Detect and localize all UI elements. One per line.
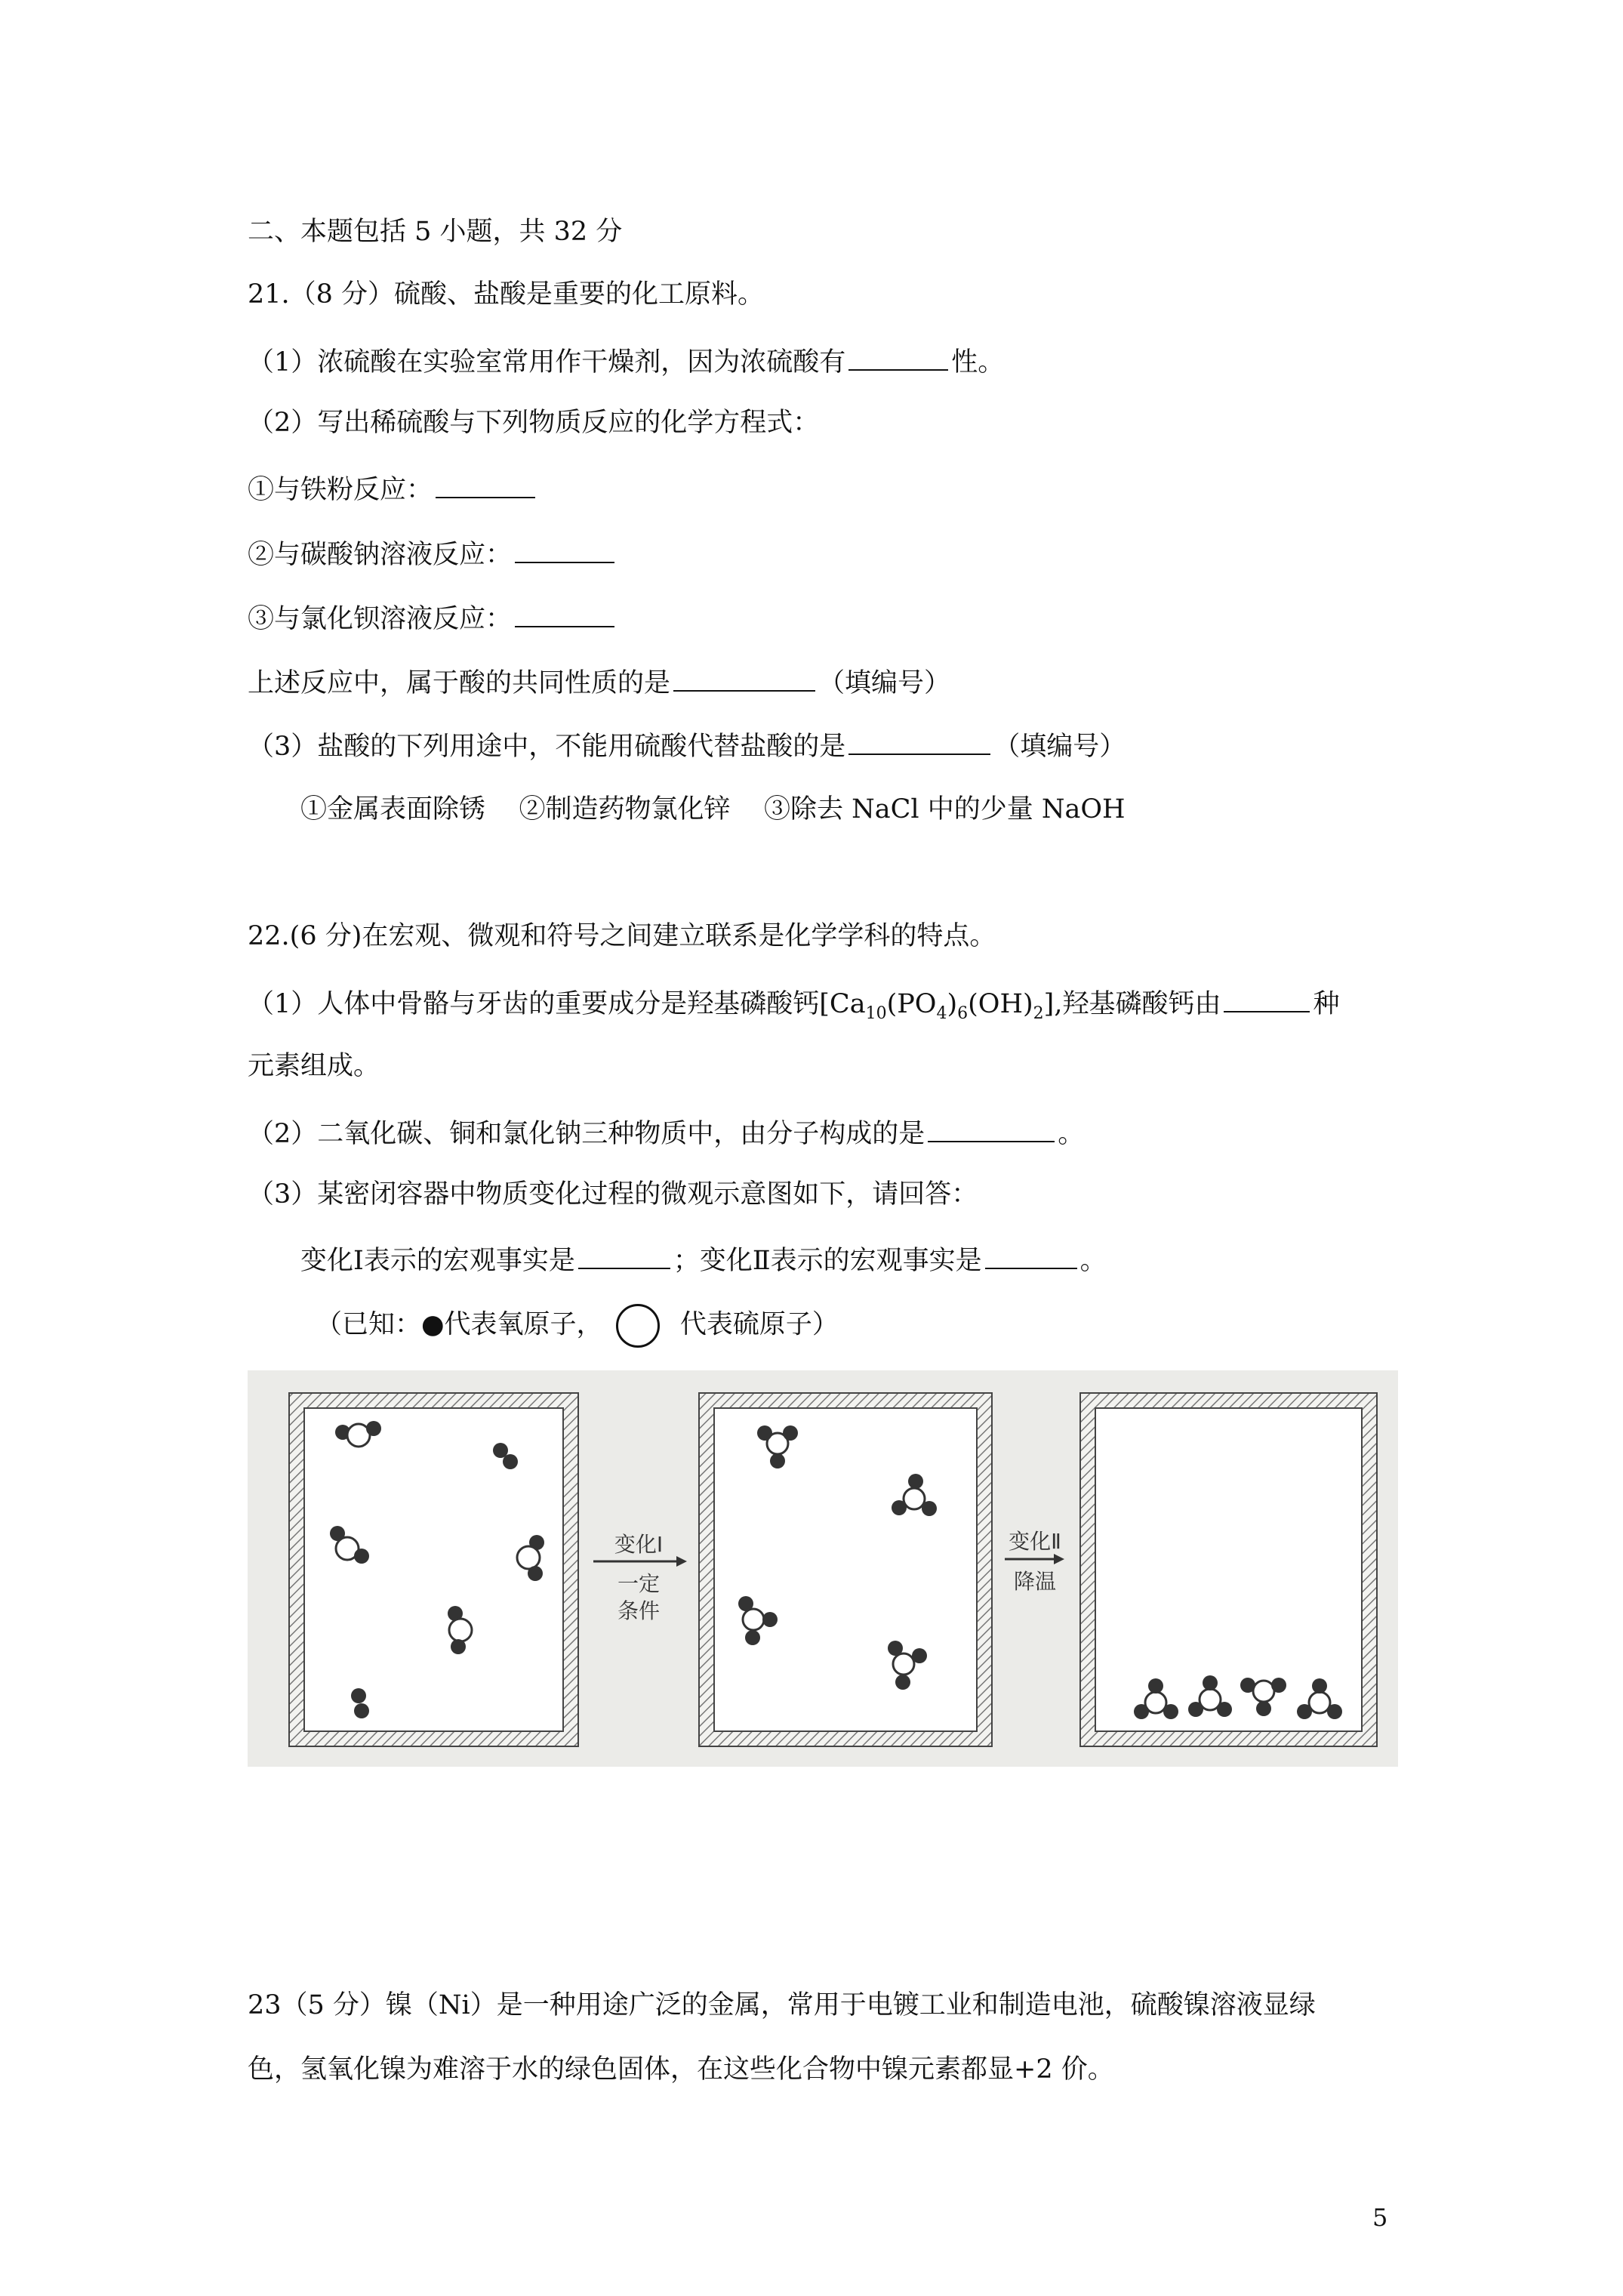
q22-part1-tail: 种 <box>1313 989 1340 1019</box>
q21-reaction-1 <box>248 471 538 507</box>
q23-line2: 色，氢氧化镍为难溶于水的绿色固体，在这些化合物中镍元素都显+2 价。 <box>248 2054 1114 2085</box>
q21-part3-text: （3）盐酸的下列用途中，不能用硫酸代替盐酸的是 <box>248 732 846 762</box>
page-number: 5 <box>1372 2203 1388 2232</box>
formula-part: (PO <box>886 989 937 1019</box>
q22-part2-text: （2）二氧化碳、铜和氯化钠三种物质中，由分子构成的是 <box>248 1119 925 1149</box>
answer-blank[interactable] <box>515 536 614 563</box>
q21-reaction-3-label: ③与氯化钡溶液反应： <box>248 604 513 634</box>
subscript: 6 <box>957 1004 969 1023</box>
answer-blank[interactable] <box>515 600 614 627</box>
subscript: 10 <box>865 1004 887 1023</box>
answer-blank[interactable] <box>985 1242 1077 1269</box>
q22-part1-text: （1）人体中骨骼与牙齿的重要成分是羟基磷酸钙[Ca <box>248 989 866 1019</box>
q22-part3: （3）某密闭容器中物质变化过程的微观示意图如下，请回答： <box>248 1179 978 1210</box>
q22-changes <box>300 1242 1107 1277</box>
arrow-change-1 <box>593 1532 687 1623</box>
known-text-b: 代表硫原子） <box>679 1309 839 1340</box>
q21-reaction-3 <box>248 600 617 636</box>
q21-title: 21.（8 分）硫酸、盐酸是重要的化工原料。 <box>248 279 765 310</box>
q22-part2 <box>248 1115 1084 1151</box>
change-1-text: 变化Ⅰ表示的宏观事实是 <box>300 1246 575 1276</box>
q22-part1 <box>248 985 1339 1031</box>
q21-reaction-1-label: ①与铁粉反应： <box>248 475 433 505</box>
container-3 <box>1080 1393 1377 1746</box>
q21-part1 <box>248 344 1004 379</box>
arrow1-label-3: 条件 <box>617 1598 661 1623</box>
q22-part1-mid: ],羟基磷酸钙由 <box>1043 989 1221 1019</box>
section-heading: 二、本题包括 5 小题，共 32 分 <box>248 217 623 247</box>
answer-blank[interactable] <box>848 344 948 371</box>
answer-blank[interactable] <box>928 1115 1055 1142</box>
q21-reaction-2-label: ②与碳酸钠溶液反应： <box>248 540 513 570</box>
q21-part1-tail: 性。 <box>951 347 1005 378</box>
answer-blank[interactable] <box>1224 985 1310 1012</box>
q23-line1: 23（5 分）镍（Ni）是一种用途广泛的金属，常用于电镀工业和制造电池，硫酸镍溶液显绿 <box>248 1990 1316 2020</box>
change-2-text: ；变化Ⅱ表示的宏观事实是 <box>673 1246 982 1276</box>
formula-part: ) <box>947 989 958 1019</box>
q22-title: 22.(6 分)在宏观、微观和符号之间建立联系是化学学科的特点。 <box>248 921 996 951</box>
q22-part2-tail: 。 <box>1058 1119 1085 1149</box>
q21-reaction-2 <box>248 536 617 572</box>
answer-blank[interactable] <box>578 1242 670 1269</box>
answer-blank[interactable] <box>436 471 535 498</box>
q21-common-property <box>248 664 950 700</box>
subscript: 4 <box>936 1004 947 1023</box>
sulfur-atom-icon <box>616 1304 660 1348</box>
q21-part3-tail: （填编号） <box>993 732 1126 762</box>
q21-part2: （2）写出稀硫酸与下列物质反应的化学方程式： <box>248 408 820 438</box>
q21-part1-text: （1）浓硫酸在实验室常用作干燥剂，因为浓硫酸有 <box>248 347 846 378</box>
q21-common-text: 上述反应中，属于酸的共同性质的是 <box>248 668 671 698</box>
subscript: 2 <box>1033 1004 1044 1023</box>
container-2 <box>699 1393 992 1746</box>
micro-diagram <box>248 1370 1398 1767</box>
q21-part3 <box>248 728 1126 763</box>
q22-part1-line2: 元素组成。 <box>248 1051 380 1081</box>
arrow2-label-2: 降温 <box>1013 1569 1057 1594</box>
change-end: 。 <box>1079 1246 1107 1276</box>
known-text-a: （已知：●代表氧原子， <box>316 1309 603 1340</box>
q21-common-tail: （填编号） <box>818 668 951 698</box>
q22-known <box>316 1304 839 1348</box>
arrow2-label-1: 变化Ⅱ <box>1009 1529 1061 1554</box>
answer-blank[interactable] <box>848 728 990 755</box>
arrow-change-2 <box>1005 1529 1064 1594</box>
answer-blank[interactable] <box>673 664 815 692</box>
q21-options: ①金属表面除锈 ②制造药物氯化锌 ③除去 NaCl 中的少量 NaOH <box>300 794 1126 824</box>
formula-part: (OH) <box>968 989 1033 1019</box>
arrow1-label-1: 变化Ⅰ <box>614 1532 664 1557</box>
arrow1-label-2: 一定 <box>617 1571 661 1596</box>
